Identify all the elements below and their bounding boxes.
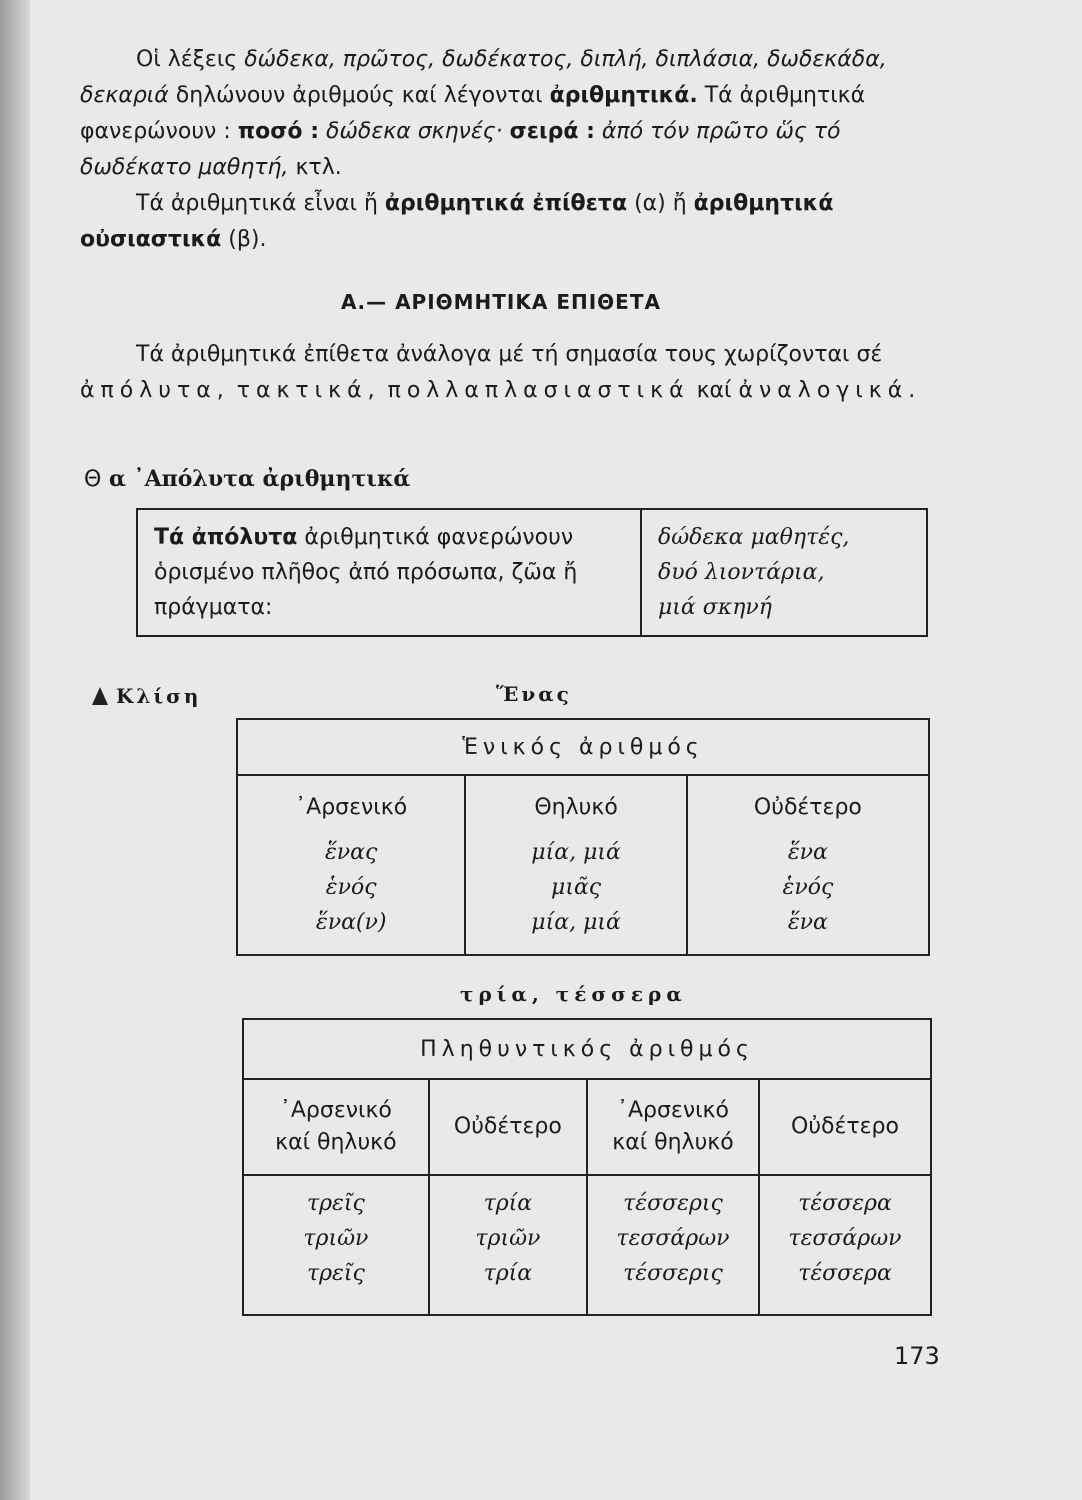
text: Οἱ λέξεις bbox=[136, 47, 238, 72]
column-header: Οὐδέτερο bbox=[753, 795, 862, 820]
book-binding-shadow bbox=[0, 0, 30, 1500]
text: Τά ἀριθμητικά φανερώνουν : bbox=[80, 83, 866, 144]
column-header bbox=[759, 1079, 931, 1175]
form: ἕνας bbox=[325, 840, 378, 865]
column-header: Θηλυκό bbox=[534, 795, 618, 820]
column-header: ᾿Αρσενικό bbox=[295, 795, 408, 820]
theta-symbol: Θ bbox=[84, 467, 102, 492]
header-line: Οὐδέτερο bbox=[453, 1114, 562, 1139]
forms-cell bbox=[759, 1175, 931, 1315]
plural-declension-table bbox=[242, 1018, 932, 1316]
text: δηλώνουν ἀριθμούς καί λέγονται bbox=[175, 83, 543, 108]
form: τεσσάρων bbox=[788, 1226, 902, 1251]
definition-body: ἀριθμητικά φανερώνουν ὁρισμένο πλῆθος ἀπό πρόσωπα, ζῶα ἤ πράγματα: bbox=[154, 525, 578, 620]
form: τέσσερις bbox=[623, 1191, 723, 1216]
column-header bbox=[587, 1079, 759, 1175]
header-line: ᾿Αρσενικό bbox=[279, 1098, 392, 1123]
term-pollaplasiastika: πολλαπλασιαστικά bbox=[387, 378, 690, 403]
text: καί bbox=[696, 378, 732, 403]
form: τέσσερα bbox=[798, 1261, 892, 1286]
form: τρία bbox=[483, 1261, 533, 1286]
forms-cell bbox=[243, 1175, 429, 1315]
header-line: καί θηλυκό bbox=[275, 1130, 397, 1155]
caption-enas: Ἕνας bbox=[496, 682, 572, 706]
form: τρεῖς bbox=[306, 1191, 365, 1216]
header-line: καί θηλυκό bbox=[612, 1130, 734, 1155]
form: τέσσερις bbox=[623, 1261, 723, 1286]
example: μιά σκηνή bbox=[658, 595, 772, 620]
term-poso: ποσό : bbox=[237, 119, 319, 144]
intro-paragraph bbox=[80, 42, 922, 186]
form: τέσσερα bbox=[798, 1191, 892, 1216]
column-feminine bbox=[465, 775, 686, 955]
section-heading: Α.— ΑΡΙΘΜΗΤΙΚΑ ΕΠΙΘΕΤΑ bbox=[341, 290, 661, 314]
form: ἑνός bbox=[325, 875, 377, 900]
text: ἀπό τόν πρῶτο ὥς τό δωδέκατο μαθητή, bbox=[80, 119, 841, 180]
form: ἕνα(ν) bbox=[315, 910, 387, 935]
caption-tria-tessera: τρία, τέσσερα bbox=[460, 982, 687, 1006]
form: ἕνα bbox=[787, 840, 828, 865]
term-analogika: ἀναλογικά. bbox=[738, 378, 922, 403]
form: τρεῖς bbox=[306, 1261, 365, 1286]
table-title: Πληθυντικός ἀριθμός bbox=[243, 1019, 931, 1079]
form: μία, μιά bbox=[531, 910, 621, 935]
declension-text: Κλίση bbox=[116, 684, 202, 708]
column-header bbox=[429, 1079, 587, 1175]
form: ἑνός bbox=[782, 875, 834, 900]
form: τρία bbox=[483, 1191, 533, 1216]
header-line: ᾿Αρσενικό bbox=[616, 1098, 729, 1123]
forms-cell bbox=[429, 1175, 587, 1315]
term-arithmetika: ἀριθμητικά. bbox=[549, 83, 698, 108]
column-masculine bbox=[237, 775, 465, 955]
column-header bbox=[243, 1079, 429, 1175]
types-paragraph bbox=[80, 186, 922, 258]
column-neuter bbox=[687, 775, 929, 955]
term-apolyta: ἀπόλυτα, bbox=[80, 378, 230, 403]
text: (β). bbox=[228, 227, 267, 252]
form: τριῶν bbox=[475, 1226, 541, 1251]
classification-paragraph bbox=[80, 337, 922, 409]
term-epitheta: ἀριθμητικά ἐπίθετα bbox=[384, 191, 628, 216]
forms-cell bbox=[587, 1175, 759, 1315]
term-ousiastika: ἀριθμητικά οὐσιαστικά bbox=[80, 191, 834, 252]
definition-term: Τά ἀπόλυτα bbox=[154, 525, 298, 550]
form: μία, μιά bbox=[531, 840, 621, 865]
triangle-icon bbox=[92, 687, 108, 705]
text: Τά ἀριθμητικά εἶναι ἤ bbox=[136, 191, 378, 216]
term-seira: σειρά : bbox=[509, 119, 595, 144]
form: ἕνα bbox=[787, 910, 828, 935]
definition-text bbox=[137, 509, 641, 636]
text: δώδεκα, πρῶτος, δωδέκατος, διπλή, διπλάσια, δωδεκάδα, δεκαριά bbox=[80, 47, 887, 108]
table-title: Ἑνικός ἀριθμός bbox=[237, 719, 929, 775]
form: τεσσάρων bbox=[616, 1226, 730, 1251]
subsection-heading bbox=[84, 466, 410, 492]
declension-label bbox=[92, 684, 201, 708]
singular-declension-table bbox=[236, 718, 930, 956]
page-number: 173 bbox=[894, 1342, 940, 1370]
form: τριῶν bbox=[303, 1226, 369, 1251]
example: δώδεκα μαθητές, bbox=[658, 525, 850, 550]
example: δυό λιοντάρια, bbox=[658, 560, 825, 585]
text: Τά ἀριθμητικά ἐπίθετα ἀνάλογα μέ τή σημασία τους χωρίζονται σέ bbox=[136, 342, 883, 367]
subsection-title: α ᾿Απόλυτα ἀριθμητικά bbox=[109, 466, 411, 492]
definition-box bbox=[136, 508, 928, 637]
form: μιᾶς bbox=[551, 875, 602, 900]
term-taktika: τακτικά, bbox=[236, 378, 381, 403]
header-line: Οὐδέτερο bbox=[791, 1114, 899, 1139]
text: δώδεκα σκηνές· bbox=[326, 119, 503, 144]
definition-examples bbox=[641, 509, 927, 636]
text: (α) ἤ bbox=[634, 191, 687, 216]
text: κτλ. bbox=[295, 155, 342, 180]
